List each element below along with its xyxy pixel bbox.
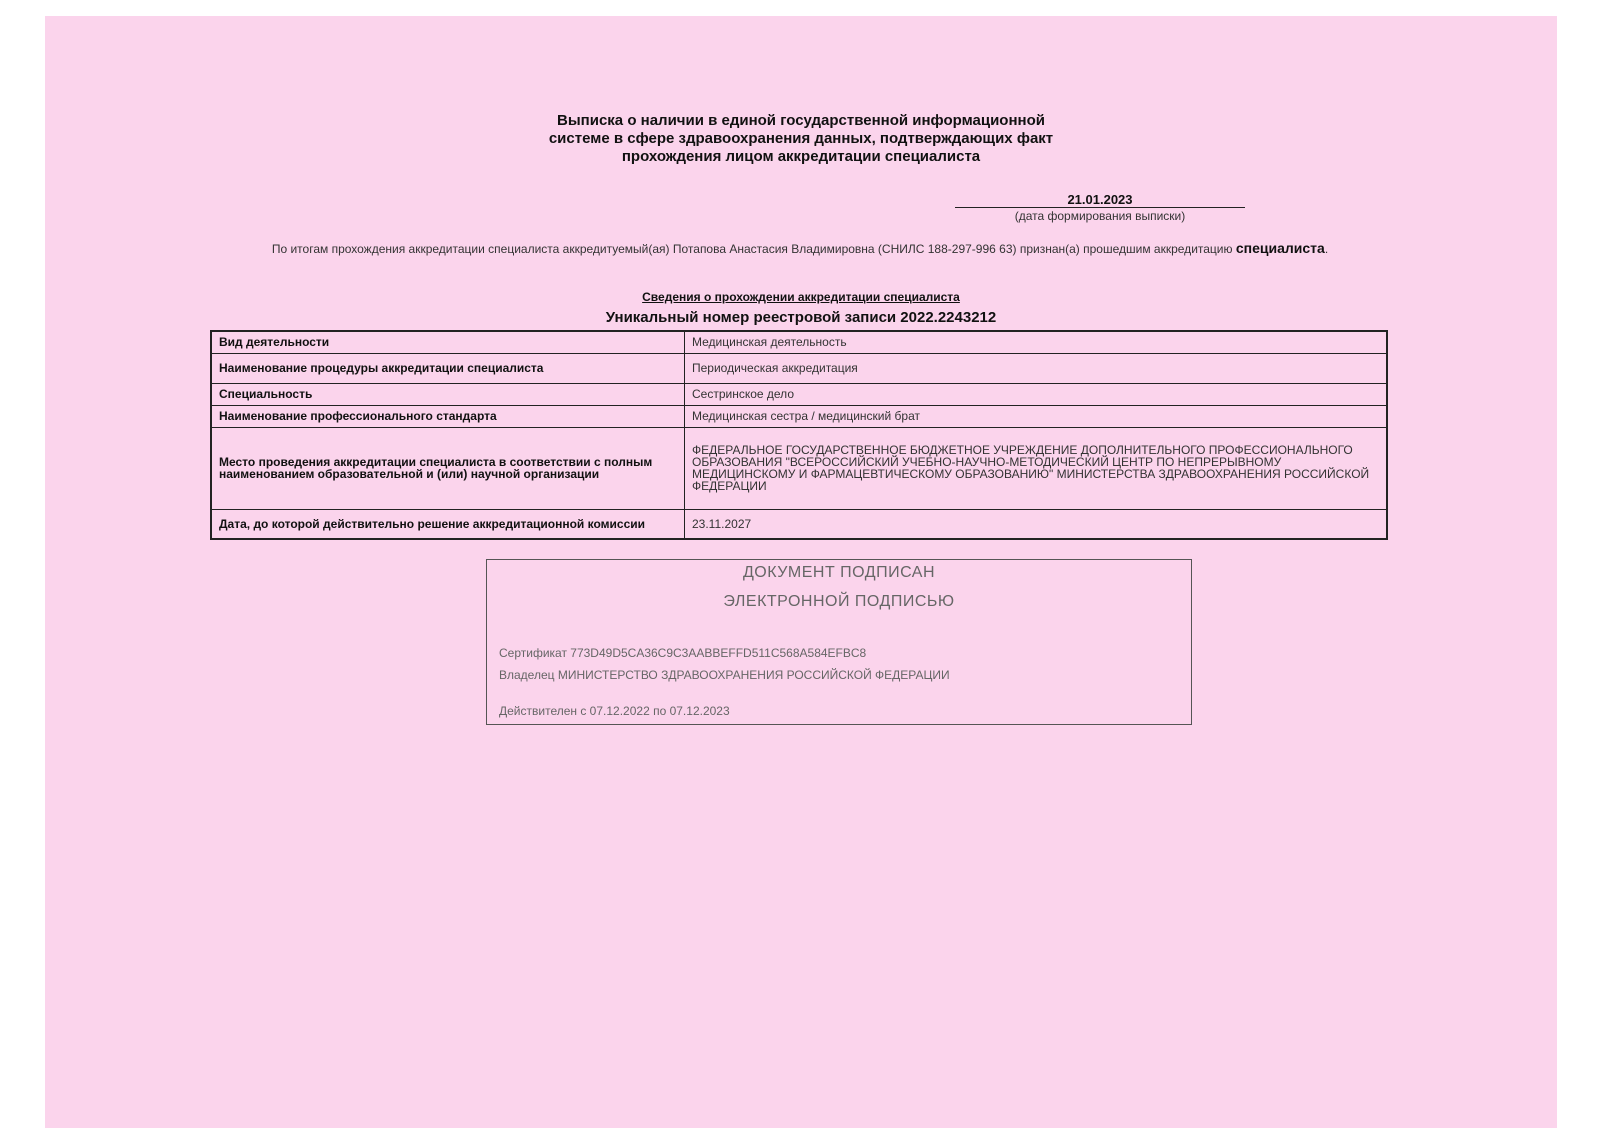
row-label: Вид деятельности: [211, 331, 685, 353]
table-row: [211, 353, 1387, 383]
section-heading: Сведения о прохождении аккредитации специалиста: [642, 290, 960, 304]
title-line-2: системе в сфере здравоохранения данных, подтверждающих факт: [548, 130, 1054, 147]
table-row: [211, 331, 1387, 353]
row-value: Медицинская сестра / медицинский брат: [685, 405, 1388, 427]
row-value: 23.11.2027: [685, 509, 1388, 539]
stamp-certificate: Сертификат 773D49D5CA36C9C3AABBEFFD511C568A584EFBC8: [499, 646, 867, 660]
row-label: Дата, до которой действительно решение аккредитационной комиссии: [211, 509, 685, 539]
row-label: Специальность: [211, 383, 685, 405]
row-value: ФЕДЕРАЛЬНОЕ ГОСУДАРСТВЕННОЕ БЮДЖЕТНОЕ УЧРЕЖДЕНИЕ ДОПОЛНИТЕЛЬНОГО ПРОФЕССИОНАЛЬНОГО ОБРАЗОВАНИЯ "ВСЕРОССИЙСКИЙ УЧЕБНО-НАУЧНО-МЕТОДИЧЕСКИЙ ЦЕНТР ПО НЕПРЕРЫВНОМУ МЕДИЦИНСКОМУ И ФАРМАЦЕВТИЧЕСКОМУ ОБРАЗОВАНИЮ" МИНИСТЕРСТВА ЗДРАВООХРАНЕНИЯ РОССИЙСКОЙ ФЕДЕРАЦИИ: [685, 427, 1388, 509]
stamp-title-line-1: ДОКУМЕНТ ПОДПИСАН: [742, 564, 936, 581]
stamp-validity: Действителен с 07.12.2022 по 07.12.2023: [499, 704, 730, 718]
row-label: Место проведения аккредитации специалиста в соответствии с полным наименованием образовательной и (или) научной организации: [211, 427, 685, 509]
row-value: Периодическая аккредитация: [685, 353, 1388, 383]
extract-date-caption: (дата формирования выписки): [1014, 209, 1186, 223]
signature-stamp: [486, 559, 1192, 725]
document-title: [45, 112, 1557, 166]
table-row: [211, 509, 1387, 539]
title-line-3: прохождения лицом аккредитации специалиста: [621, 148, 981, 165]
document-page: [45, 16, 1557, 1128]
extract-date: 21.01.2023: [955, 192, 1245, 208]
title-line-1: Выписка о наличии в единой государственной информационной: [557, 112, 1045, 129]
accreditation-result: [210, 242, 1390, 256]
result-bold: специалиста: [1235, 240, 1325, 256]
result-text: По итогам прохождения аккредитации специалиста аккредитуемый(ая) Потапова Анастасия Владимировна (СНИЛС 188-297-996 63) признан(а) прошедшим аккредитацию: [271, 242, 1233, 256]
row-value: Сестринское дело: [685, 383, 1388, 405]
row-value: Медицинская деятельность: [685, 331, 1388, 353]
row-label: Наименование профессионального стандарта: [211, 405, 685, 427]
accreditation-table: [210, 330, 1388, 540]
row-label: Наименование процедуры аккредитации специалиста: [211, 353, 685, 383]
result-end: .: [1324, 242, 1329, 256]
table-row: [211, 405, 1387, 427]
stamp-title-line-2: ЭЛЕКТРОННОЙ ПОДПИСЬЮ: [723, 593, 955, 610]
stamp-owner: Владелец МИНИСТЕРСТВО ЗДРАВООХРАНЕНИЯ РОССИЙСКОЙ ФЕДЕРАЦИИ: [499, 668, 950, 682]
registry-number: Уникальный номер реестровой записи 2022.2243212: [605, 309, 997, 326]
table-row: [211, 427, 1387, 509]
table-row: [211, 383, 1387, 405]
